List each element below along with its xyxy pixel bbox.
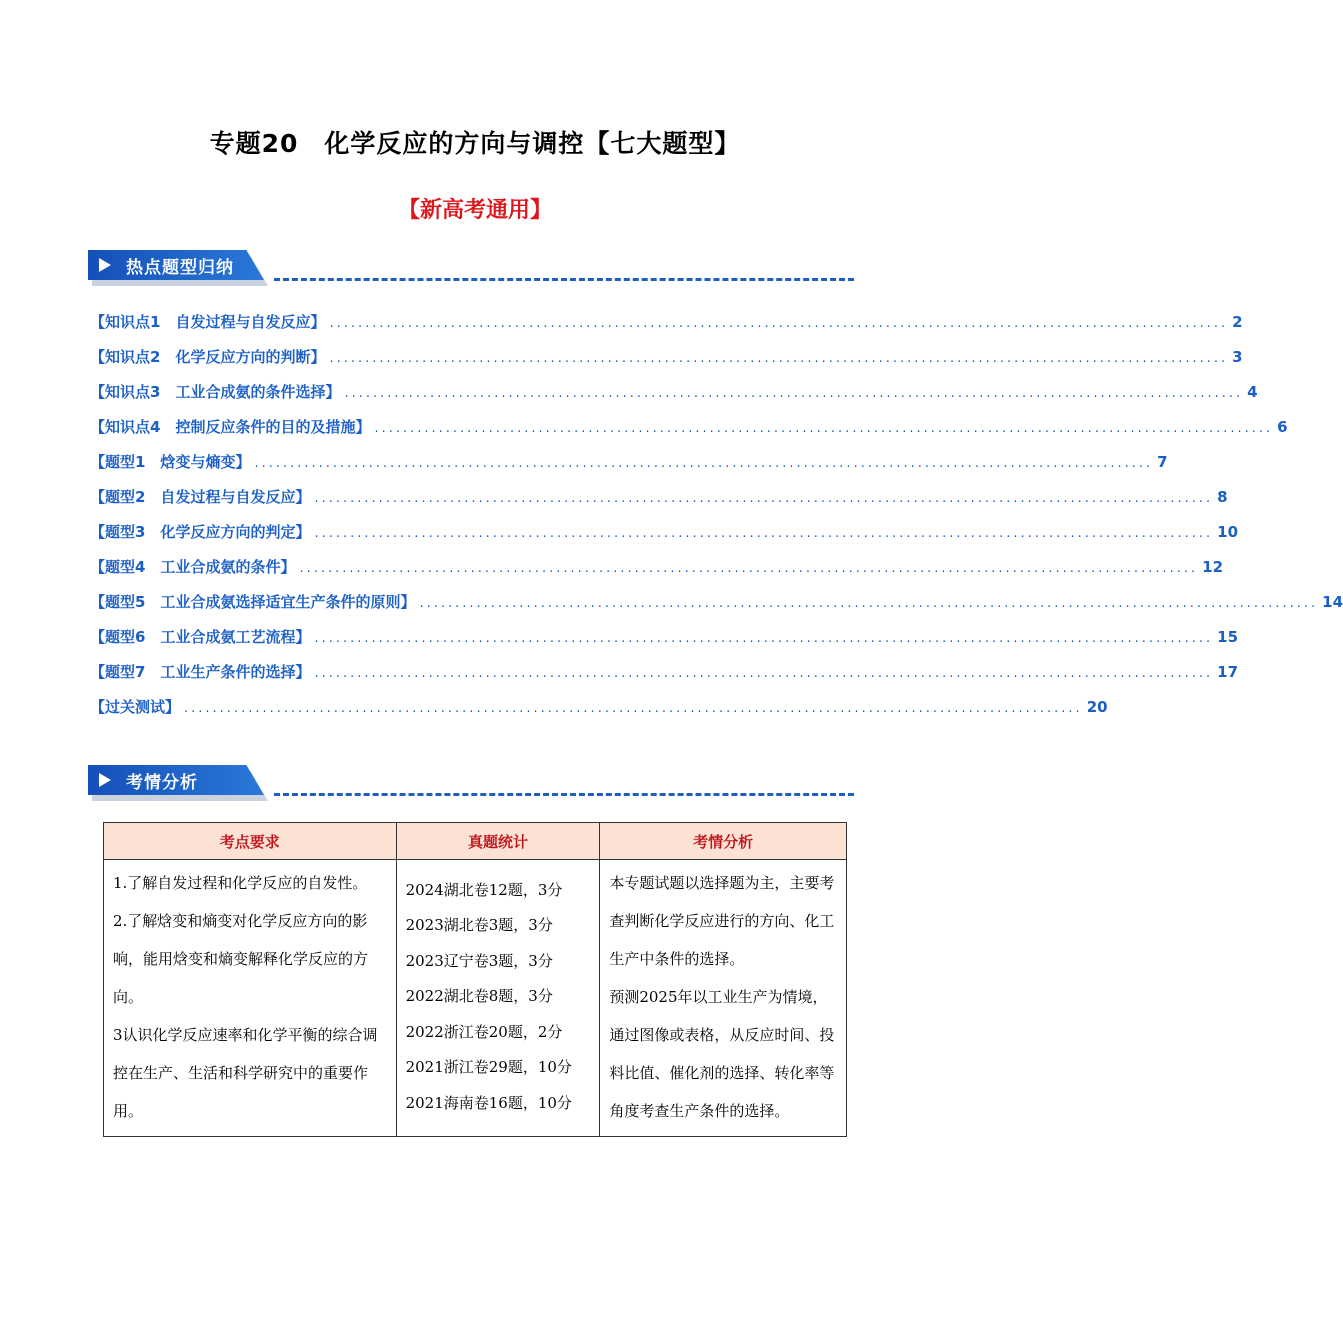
section-divider [274,793,854,796]
requirement-item: 3认识化学反应速率和化学平衡的综合调控在生产、生活和科学研究中的重要作用。 [113,1026,378,1120]
requirements-cell [104,860,397,1137]
play-triangle-icon [99,773,111,787]
stat-item: 2024湖北卷12题，3分 [405,880,563,899]
toc-entry[interactable]: 【题型1 焓变与熵变】 .............................................................................................................................. 7 [90,453,1168,471]
toc-entry[interactable]: 【题型7 工业生产条件的选择】 .............................................................................................................................. 17 [90,663,1239,681]
stat-item: 2022湖北卷8题，3分 [405,987,553,1006]
section-header-toc [88,250,858,294]
stats-cell [396,860,600,1137]
stat-item: 2023辽宁卷3题，3分 [405,951,553,970]
stat-item: 2023湖北卷3题，3分 [405,916,553,935]
toc-entry[interactable]: 【题型6 工业合成氨工艺流程】 .............................................................................................................................. 15 [90,628,1239,646]
toc-entry[interactable]: 【题型5 工业合成氨选择适宜生产条件的原则】 .............................................................................................................................. 14 [90,593,1343,611]
toc-entry[interactable]: 【题型4 工业合成氨的条件】 .............................................................................................................................. 12 [90,558,1224,576]
table-header-row [104,823,847,860]
section-divider [274,278,854,281]
analysis-cell [600,860,847,1137]
toc-entry[interactable]: 【题型3 化学反应方向的判定】 .............................................................................................................................. 10 [90,523,1239,541]
stat-item: 2021浙江卷29题，10分 [405,1058,572,1077]
column-header: 考点要求 [104,823,397,860]
table-row [104,860,847,1137]
toc-entry[interactable]: 【知识点2 化学反应方向的判断】 .............................................................................................................................. 3 [90,348,1243,366]
stat-item: 2021海南卷16题，10分 [405,1093,572,1112]
toc-entry[interactable]: 【题型2 自发过程与自发反应】 .............................................................................................................................. 8 [90,488,1228,506]
section-label: 考情分析 [126,773,198,793]
toc-entry[interactable]: 【知识点4 控制反应条件的目的及措施】 .............................................................................................................................. 6 [90,418,1288,436]
table-of-contents [90,311,1343,731]
column-header: 真题统计 [396,823,600,860]
play-triangle-icon [99,258,111,272]
section-header-analysis [88,765,858,809]
page-subtitle: 【新高考通用】 [397,198,552,223]
analysis-paragraph: 预测2025年以工业生产为情境，通过图像或表格，从反应时间、投料比值、催化剂的选择、转化率等角度考查生产条件的选择。 [609,988,835,1120]
section-label: 热点题型归纳 [126,258,234,278]
analysis-paragraph: 本专题试题以选择题为主，主要考查判断化学反应进行的方向、化工生产中条件的选择。 [609,874,835,968]
toc-entry[interactable]: 【知识点1 自发过程与自发反应】 .............................................................................................................................. 2 [90,313,1243,331]
requirement-item: 1.了解自发过程和化学反应的自发性。 [113,874,368,892]
stat-item: 2022浙江卷20题，2分 [405,1022,563,1041]
requirement-item: 2.了解焓变和熵变对化学反应方向的影响，能用焓变和熵变解释化学反应的方向。 [113,912,369,1006]
exam-analysis-table [103,822,847,1137]
column-header: 考情分析 [600,823,847,860]
toc-entry[interactable]: 【知识点3 工业合成氨的条件选择】 .............................................................................................................................. 4 [90,383,1258,401]
toc-entry[interactable]: 【过关测试】 .............................................................................................................................. 20 [90,698,1108,716]
page-title: 专题20 化学反应的方向与调控【七大题型】 [209,129,741,158]
